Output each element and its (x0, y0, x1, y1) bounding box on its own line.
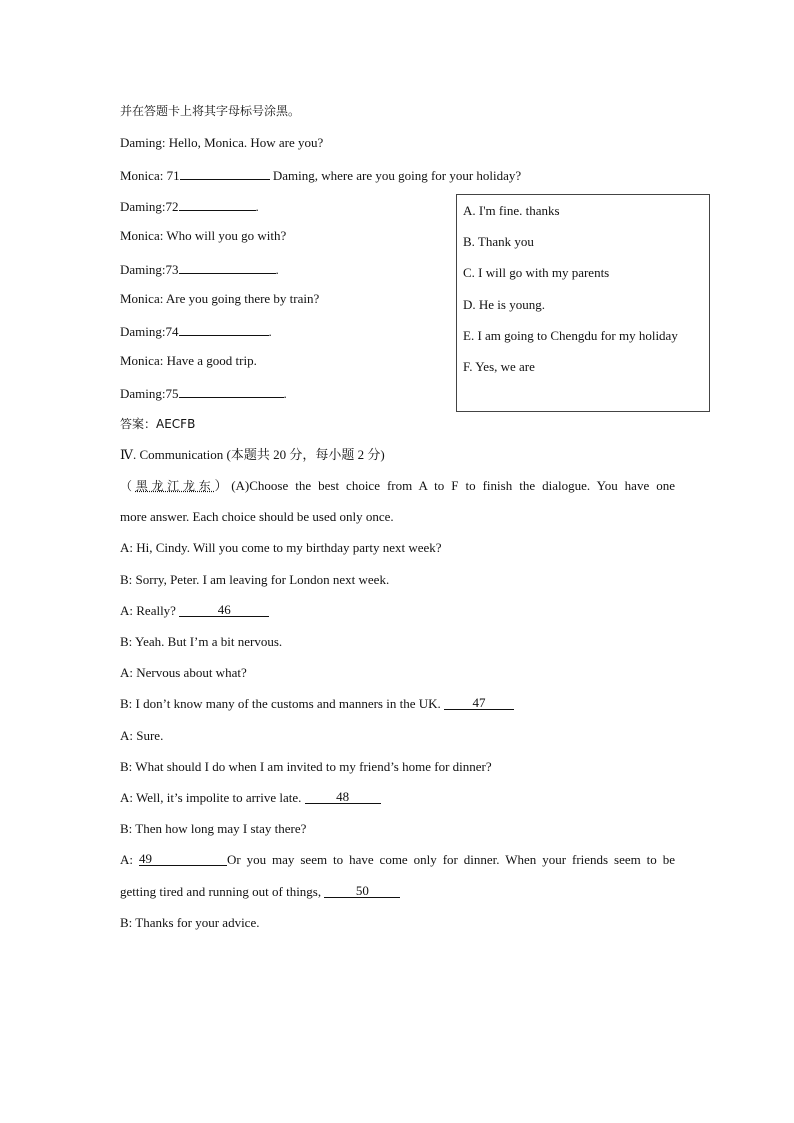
dialogue-line: A: Hi, Cindy. Will you come to my birthday party next week? (120, 540, 442, 555)
dialogue-line: B: Thanks for your advice. (120, 915, 260, 930)
dialogue-line (120, 260, 279, 278)
dialogue-line: B: Sorry, Peter. I am leaving for London next week. (120, 572, 390, 587)
line-suffix: . (275, 262, 279, 277)
dialogue-line (120, 603, 269, 619)
speaker-prefix: Daming:74 (120, 324, 179, 339)
line-text: getting tired and running out of things, (120, 884, 325, 899)
speaker-prefix: Daming:73 (120, 262, 179, 277)
answer-blank-73[interactable] (179, 260, 276, 274)
instruction-line (120, 478, 675, 494)
dialogue-line: Monica: Who will you go with? (120, 228, 287, 243)
region-label: 黑龙江龙东 (135, 479, 215, 493)
answer-blank-47[interactable]: 47 (444, 696, 514, 710)
dialogue-line: Monica: Have a good trip. (120, 353, 257, 368)
option-d: D. He is young. (463, 297, 545, 312)
dialogue-line (120, 696, 514, 712)
line-text: A: Really? (120, 603, 180, 618)
dialogue-line: B: Yeah. But I’m a bit nervous. (120, 634, 283, 649)
instruction-text: 并在答题卡上将其字母标号涂黑。 (120, 104, 301, 118)
dialogue-line: Monica: Are you going there by train? (120, 291, 320, 306)
answer-blank-74[interactable] (179, 322, 269, 336)
line-suffix: . (268, 324, 272, 339)
line-text: Or you may seem to have come only for dinner. When your friends seem to be (226, 852, 675, 867)
option-c: C. I will go with my parents (463, 265, 610, 280)
option-f: F. Yes, we are (463, 359, 535, 374)
dialogue-line: Daming: Hello, Monica. How are you? (120, 135, 324, 150)
line-suffix: . (283, 386, 287, 401)
dialogue-line: A: Nervous about what? (120, 665, 247, 680)
dialogue-line (120, 322, 272, 340)
instruction-text: ）(A)Choose the best choice from A to F to finish the dialogue. You have one (214, 478, 675, 493)
line-text: B: I don’t know many of the customs and manners in the UK. (120, 696, 444, 711)
dialogue-line: B: Then how long may I stay there? (120, 821, 307, 836)
speaker-prefix: Daming:75 (120, 386, 179, 401)
answer-blank-48[interactable]: 48 (305, 790, 381, 804)
option-e: E. I am going to Chengdu for my holiday (463, 328, 678, 343)
answer-blank-72[interactable] (179, 197, 256, 211)
dialogue-line (120, 790, 381, 806)
options-box (456, 194, 710, 412)
section-heading: Ⅳ. Communication (本题共 20 分，每小题 2 分) (120, 447, 385, 462)
bracket-open: （ (120, 479, 136, 493)
instruction-line: more answer. Each choice should be used only once. (120, 509, 394, 524)
line-text: A: (120, 852, 139, 867)
speaker-prefix: Daming:72 (120, 199, 179, 214)
answer-blank-46[interactable]: 46 (179, 603, 269, 617)
option-a: A. I'm fine. thanks (463, 203, 560, 218)
answer-key: 答案：AECFB (120, 417, 196, 431)
answer-blank-75[interactable] (179, 384, 284, 398)
line-text: A: Well, it’s impolite to arrive late. (120, 790, 305, 805)
dialogue-line (120, 852, 675, 868)
dialogue-line: B: What should I do when I am invited to my friend’s home for dinner? (120, 759, 492, 774)
dialogue-line (120, 197, 259, 215)
line-suffix: . (255, 199, 259, 214)
line-suffix: Daming, where are you going for your holiday? (269, 168, 522, 183)
dialogue-line (120, 884, 400, 900)
option-b: B. Thank you (463, 234, 534, 249)
dialogue-line (120, 384, 287, 402)
answer-blank-71[interactable] (180, 166, 270, 180)
speaker-prefix: Monica: 71 (120, 168, 180, 183)
answer-blank-50[interactable]: 50 (324, 884, 400, 898)
dialogue-line (120, 166, 521, 184)
dialogue-line: A: Sure. (120, 728, 164, 743)
answer-blank-49[interactable]: 49 (139, 852, 227, 866)
